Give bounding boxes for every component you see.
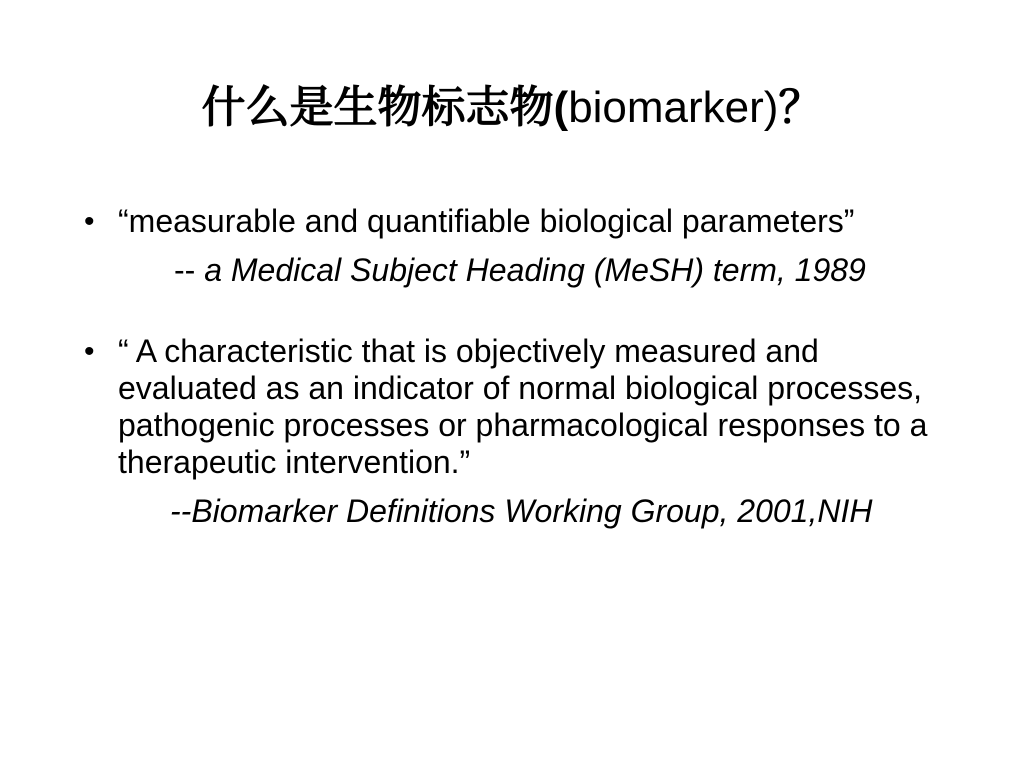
title-question-mark: ？ [778,82,823,133]
bullet-quote: “measurable and quantifiable biological parameters” [118,203,855,239]
bullet-quote: “ A characteristic that is objectively measured and evaluated as an indicator of normal biological processes, pathogenic processes or pharmacological responses to a therapeutic intervention.” [118,333,928,480]
title-paren-open: ( [553,83,569,132]
bullet-attribution [118,493,944,530]
title-chinese: 什么是生物标志物 [201,82,554,133]
attribution-text: Biomarker Definitions Working Group, 2001,NIH [191,493,873,529]
attribution-text: a Medical Subject Heading (MeSH) term, 1989 [204,252,866,288]
slide-title [0,80,1024,136]
bullet-item-nih [84,333,944,530]
attribution-dash: -- [174,252,205,288]
title-latin: biomarker) [568,83,779,132]
bullet-item-mesh [84,203,944,289]
bullet-dot-icon: • [84,335,95,368]
bullet-attribution [118,252,944,289]
attribution-dash: -- [170,493,192,529]
bullet-list [84,203,944,530]
bullet-dot-icon: • [84,205,95,238]
